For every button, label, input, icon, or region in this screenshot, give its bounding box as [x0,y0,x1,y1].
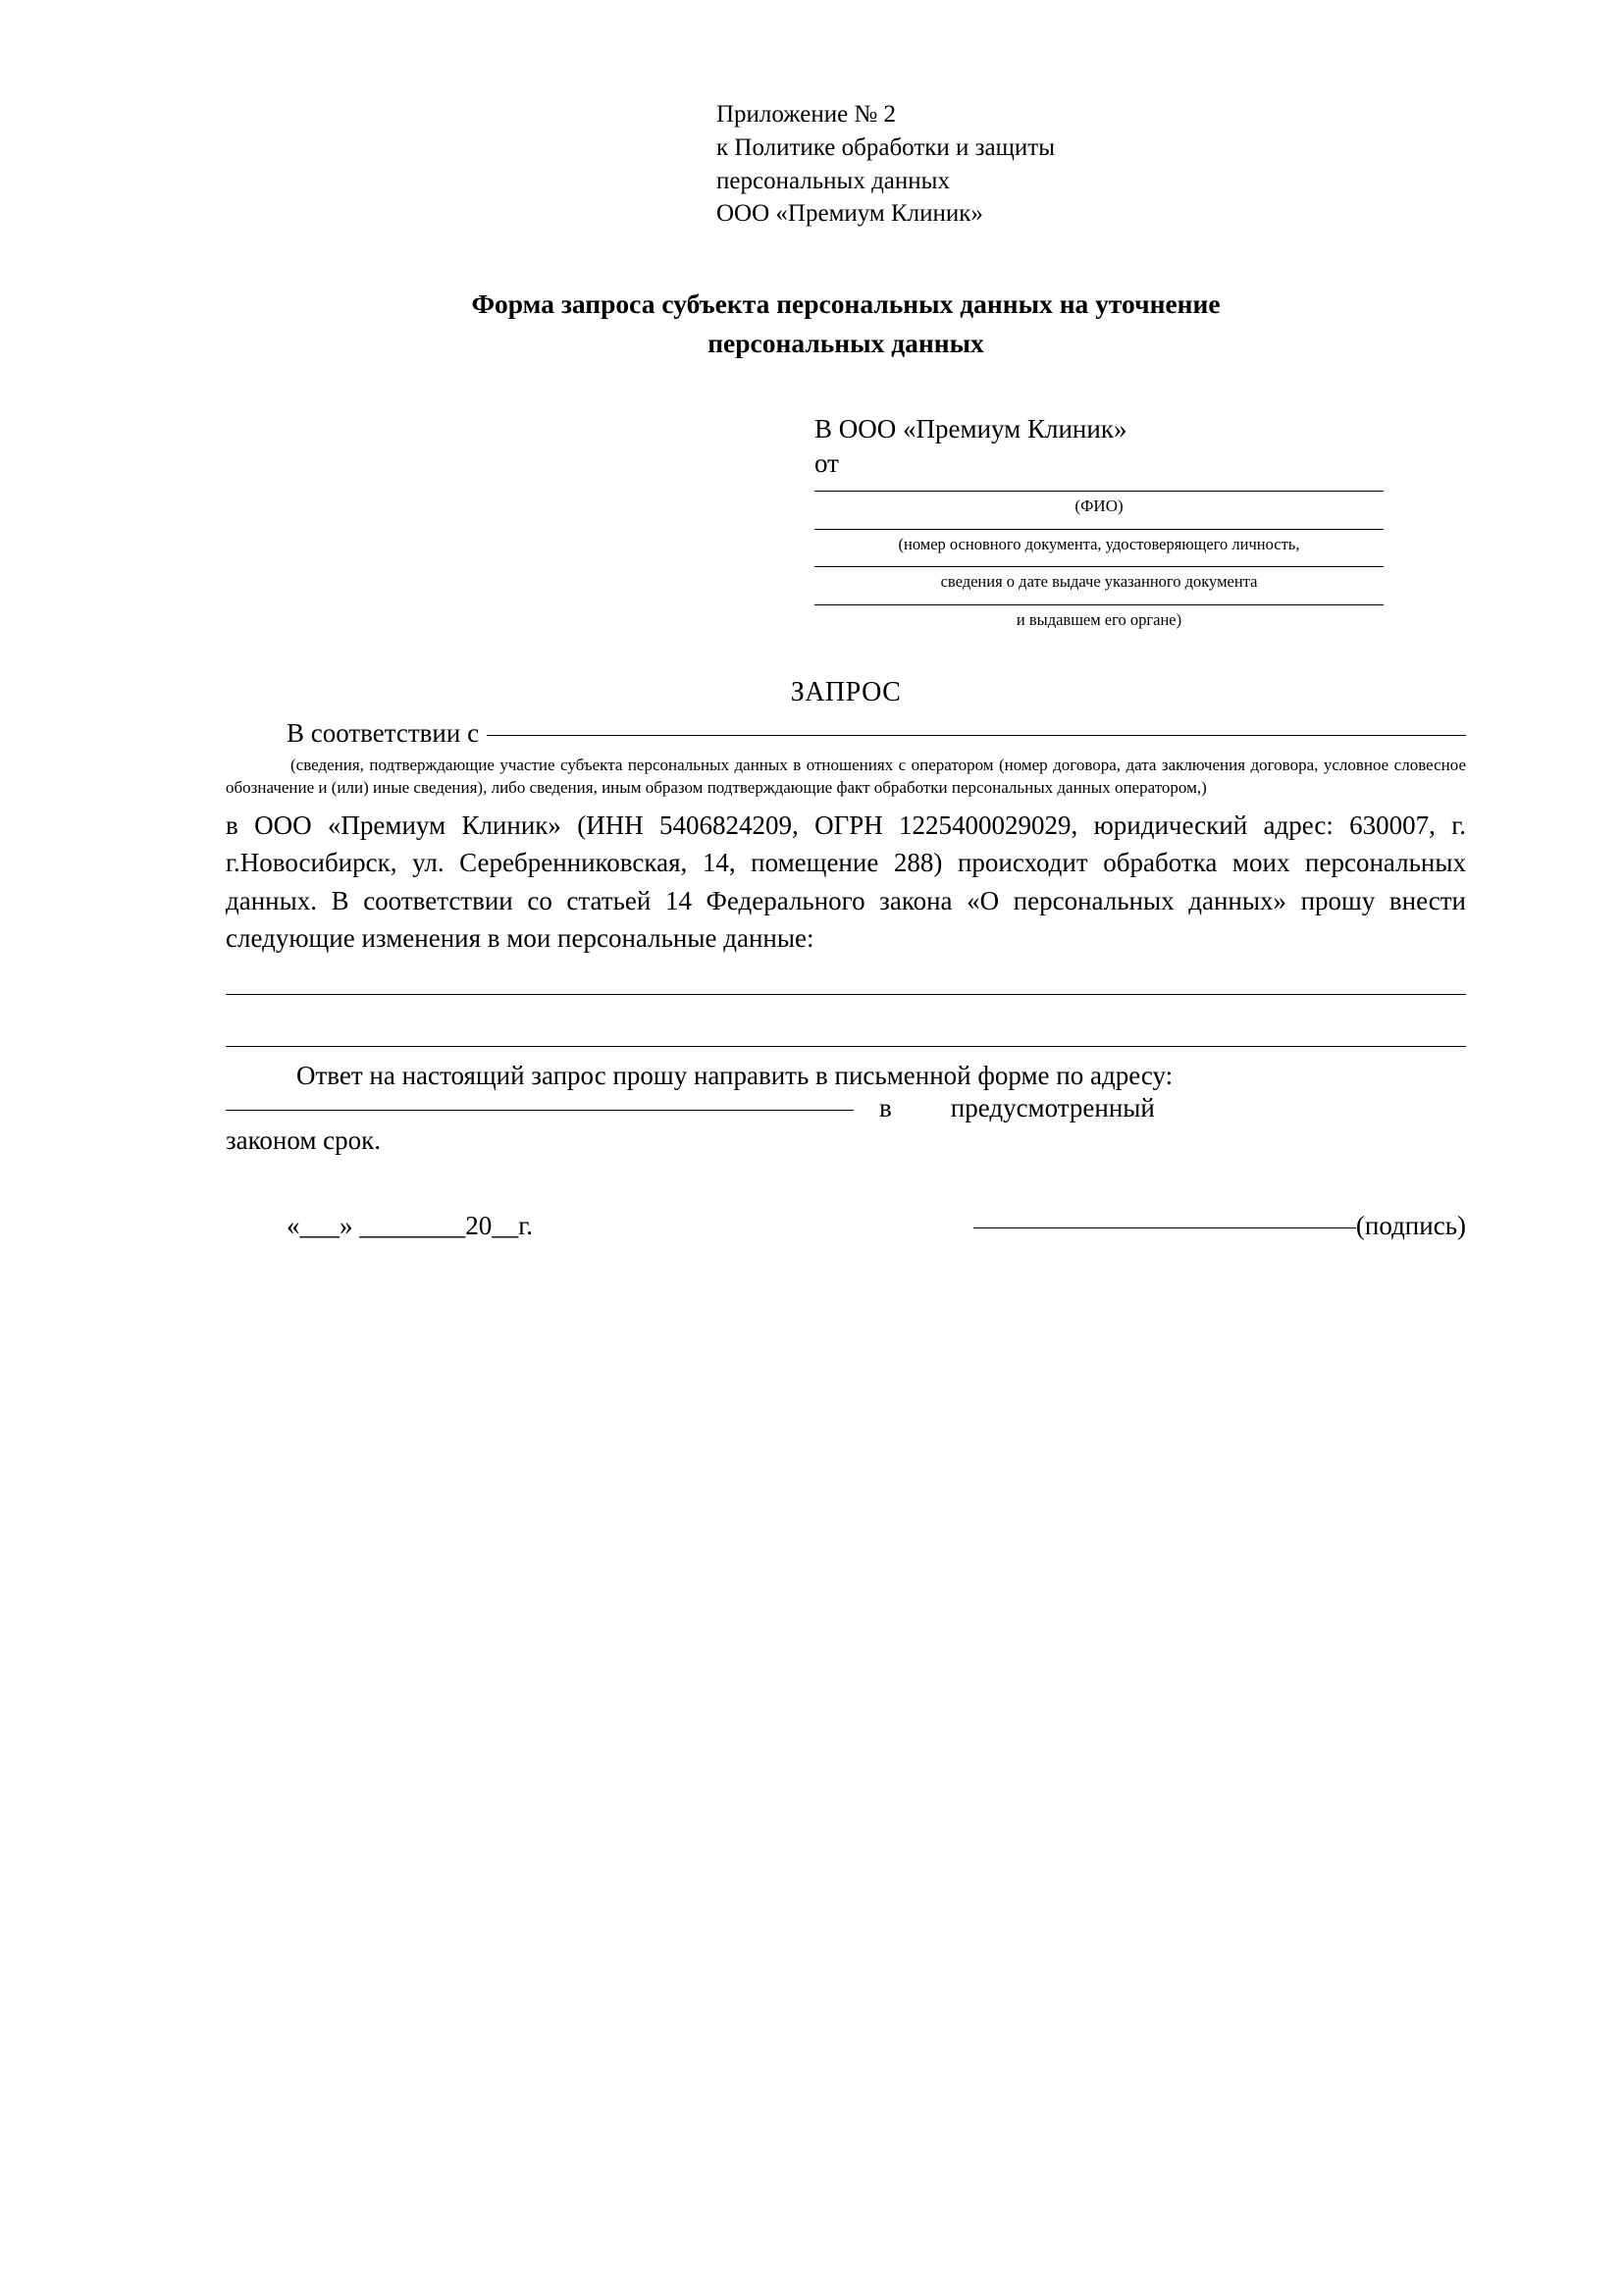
basis-note-text: (сведения, подтверждающие участие субъекта персональных данных в отношениях с оператором (номер договора, дата заключения договора, условное словесное обозначение и (или) иные сведения), либо сведения, иным образом подтверждающие факт обработки персональных данных оператором,) [226,756,1466,797]
answer-address-input-line[interactable] [226,1110,854,1111]
appendix-header [716,98,1466,231]
page-title-line-2: персональных данных [707,327,984,358]
appendix-header-line-2: к Политике обработки и защиты [716,133,1056,161]
basis-note [226,755,1466,799]
answer-term-word: предусмотренный [950,1092,1155,1122]
fio-input-line[interactable] [814,491,1384,492]
addressee-block [814,414,1466,479]
addressee-from-label: от [814,447,839,478]
appendix-header-line-3: персональных данных [716,167,950,194]
answer-address-row [226,1093,1466,1123]
signature-input-line[interactable] [973,1227,1356,1228]
basis-row [226,718,1466,749]
page-title-line-1: Форма запроса субъекта персональных данных на уточнение [471,288,1221,319]
answer-paragraph [226,1057,1466,1094]
addressee-organization: В ООО «Премиум Клиник» [814,413,1127,444]
basis-lead-label: В соответствии с [287,718,480,749]
answer-mid-word: в [879,1092,892,1122]
doc-issuer-input-line[interactable] [814,604,1384,605]
appendix-header-line-4: ООО «Премиум Клиник» [716,200,983,228]
signature-row [226,1211,1466,1241]
request-heading: ЗАПРОС [790,677,902,708]
changes-input-line-2[interactable] [226,1046,1466,1047]
answer-lead-text: Ответ на настоящий запрос прошу направить в письменной форме по адресу: [296,1061,1174,1091]
doc-number-caption: (номер основного документа, удостоверяющего личность, [898,534,1300,553]
doc-issuer-fill-group [814,604,1384,630]
page-title [226,285,1466,363]
doc-date-input-line[interactable] [814,566,1384,567]
fio-caption: (ФИО) [1074,496,1124,515]
basis-input-line[interactable] [487,735,1466,736]
answer-tail-text: законом срок. [226,1124,382,1155]
appendix-header-line-1: Приложение № 2 [716,101,897,128]
doc-number-fill-group [814,529,1384,554]
fio-fill-group [814,491,1384,517]
changes-input-line-1[interactable] [226,994,1466,995]
signature-label: (подпись) [1355,1210,1466,1240]
date-stub[interactable]: «___» ________20__г. [287,1210,534,1240]
doc-number-input-line[interactable] [814,529,1384,530]
doc-date-caption: сведения о дате выдаче указанного документа [940,572,1258,592]
doc-issuer-caption: и выдавшем его органе) [1016,609,1182,629]
request-body-text: в ООО «Премиум Клиник» (ИНН 5406824209, ОГРН 1225400029029, юридический адрес: 630007, г. г.Новосибирск, ул. Серебренниковская, 14, помещение 288) происходит обработка моих персональных данных. В соответствии со статьей 14 Федерального закона «О персональных данных» прошу внести следующие изменения в мои персональные данные: [226,810,1466,954]
doc-date-fill-group [814,566,1384,592]
